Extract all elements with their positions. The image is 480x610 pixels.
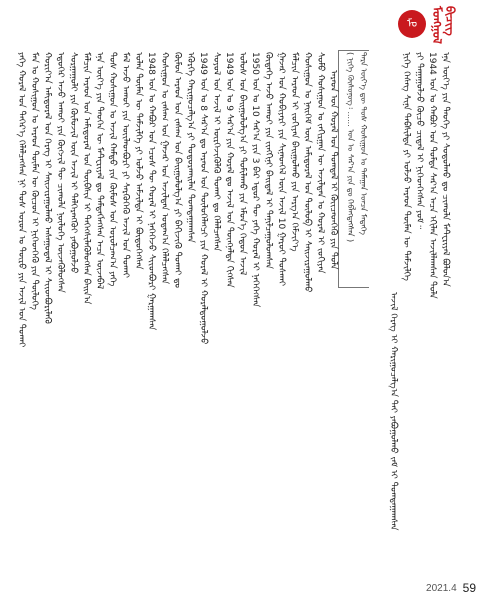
text-column: ᠡᠨᠡ ᠦᠶ᠎ᠡ ᠶᠢᠨ ᠲᠡᠦᠬᠡ ᠶᠢ ᠰᠤᠳᠤᠯᠬᠤ ᠳᠤ ᠴᠢᠬᠤᠯᠠ ᠮᠠᠲ᠋ᠧᠷᠢᠶᠠᠯ ᠪᠣᠯᠤᠨ᠎ᠠ xyxy=(440,52,450,287)
text-column: ᠭᠠᠵᠠᠷ ᠤᠨ ᠬᠤᠪᠢᠶᠠᠷᠢ ᠶᠢᠨ ᠰᠢᠨᠡᠳᠬᠡᠯ ᠦᠨ ᠠᠵᠢᠯ 10 ᠭᠠᠷᠤᠢ ᠲᠤᠰᠬᠠᠢ xyxy=(276,52,286,287)
text-column: ᠮᠠᠯᠴᠢᠨ ᠠᠷᠠᠳ ᠢ ᠵᠣᠬᠢᠶᠠᠨ ᠪᠠᠢᠭᠤᠯᠬᠤ ᠶᠢᠨ ᠠᠷᠭ᠎ᠠ ᠬᠡᠮᠵᠢᠶ᠎ᠡ xyxy=(289,52,299,252)
text-column: ᠡᠳ᠋ᠦᠭᠡᠷ ᠠᠵᠤ ᠠᠬᠤᠢ ᠶᠢᠨ ᠬᠥᠭᠵᠢᠯ ᠲᠦ ᠴᠢᠬᠤᠯᠠ ᠨᠥᠯᠥᠭᠡ ᠦᠵᠡᠭᠦᠯᠦᠭᠰᠡᠨ xyxy=(55,52,65,293)
text-column: ᠡᠨᠡ ᠦᠶ᠎ᠡ ᠶᠢᠨ ᠲᠡᠦᠬᠡᠨ ᠦ ᠮᠠᠲ᠋ᠧᠷᠢᠶᠠᠯ ᠳᠤ ᠲᠡᠮᠳᠡᠭᠯᠡᠭᠰᠡᠨ ᠠᠴᠠ ᠦᠵᠡᠪᠡᠯ xyxy=(94,52,104,290)
text-column: 1944 ᠣᠨ ᠤ ᠬᠠᠪᠤᠷ ᠤᠨ ᠳᠤᠮᠳᠠ ᠰᠠᠷ᠎ᠠ ᠠᠴᠠ ᠡᠬᠢᠯᠡᠨ ᠠᠵᠢᠯᠯᠠᠭᠰᠠᠨ ᠲᠤᠯᠠ xyxy=(427,52,437,299)
text-column: ᠰᠣᠶᠣᠯ ᠤᠨ ᠠᠵᠢᠯ ᠢ ᠥᠷᠭᠡᠵᠢᠭᠦᠯᠬᠦ ᠲᠤᠬᠠᠢ ᠳᠤ ᠬᠡᠯᠡᠯᠴᠡᠭᠰᠡᠨ xyxy=(211,52,221,252)
text-column: 1950 ᠣᠨ ᠤ 10 ᠰᠠᠷ᠎ᠠ ᠶᠢᠨ 3 ᠪᠡᠷ ᠡᠳᠦᠷ ᠲᠦ ᠶᠡᠬᠡ ᠬᠤᠷᠠᠯ ᠢ ᠨᠡᠭᠡᠭᠡᠭᠰᠡᠨ xyxy=(250,52,260,308)
text-column: ᠬᠥᠳᠡᠭᠡ ᠠᠵᠤ ᠠᠬᠤᠢ ᠶᠢᠨ ᠵᠢᠩᠬᠢᠨᠢ ᠪᠠᠢᠳᠠᠯ ᠢ ᠲᠠᠨᠢᠯᠴᠠᠭᠤᠯᠤᠭᠰᠠᠨ xyxy=(263,52,273,269)
text-column: ᠨᠢᠭᠡ ᠬᠡᠰᠡᠭ ᠰᠢᠨᠡ ᠳᠡᠪᠰᠢᠯᠲᠡ ᠶᠢ ᠣᠯᠵᠤ ᠠᠷᠠᠳ ᠲᠦᠮᠡᠨ ᠦ ᠳᠡᠮᠵᠢᠯᠭᠡ xyxy=(401,52,411,281)
text-column: ᠬᠦᠮᠦᠨ ᠠᠷᠠᠳ ᠤᠨ ᠵᠠᠰᠠᠭ ᠤᠨ ᠪᠠᠢᠭᠤᠯᠤᠯᠭ᠎ᠠ ᠶᠢ ᠪᠡᠬᠢᠵᠢᠬᠦ ᠲᠤᠬᠠᠢ ᠳᠤ xyxy=(172,52,182,288)
text-column: ᠶᠢ ᠳᠠᠭᠠᠭᠤᠯᠵᠤ ᠬᠦᠴᠦ ᠴᠢᠳᠠᠯ ᠢ ᠨᠢᠭᠡᠳᠬᠡᠭᠰᠡᠨ ᠶᠤᠮ᠃ xyxy=(414,52,424,229)
text-column: ᠤᠯᠤᠰ ᠤᠨ ᠪᠠᠢᠭᠤᠯᠤᠯᠭ᠎ᠠ ᠶᠢ ᠲᠤᠮᠢᠯᠠᠬᠤ ᠶᠢᠨ ᠡᠮᠦᠨ᠎ᠡ ᠬᠡᠳᠦᠨ ᠠᠵᠢᠯ xyxy=(237,52,247,276)
text-column: ᠰᠤᠮᠤ ᠬᠣᠰᠢᠭᠤᠨ ᠤ ᠵᠠᠬᠢᠷᠭᠠᠨ ᠦ ᠠᠵᠢᠯᠲᠠᠨ ᠤ ᠬᠤᠷᠠᠯ ᠢ ᠵᠣᠬᠢᠶᠠᠨ xyxy=(315,52,325,274)
text-column: ᠶᠡᠬᠡ ᠬᠤᠷᠠᠯ ᠤᠨ ᠳᠡᠭᠡᠷ᠎ᠡ ᠬᠡᠯᠡᠯᠴᠡᠭᠰᠡᠨ ᠨᠢ ᠲᠤᠰ ᠣᠷᠣᠨ ᠤ ᠲᠦᠷᠦ ᠶᠢᠨ ᠠᠵᠢᠯ ᠤᠨ ᠲᠤᠬᠠᠢ xyxy=(16,52,26,348)
note-line: ( ᠨᠢᠭᠡ ᠬᠦᠰᠦᠨᠦᠭ᠄ ...... ᠣᠨ ᠤ ᠰᠠᠷ᠎ᠠ ᠶᠢᠨ ᠳᠤ ᠬᠡᠪᠯᠡᠭᠳᠡᠭᠰᠡᠨ ) xyxy=(346,52,355,243)
text-column: ᠠᠵᠢᠯ ᠬᠡᠷᠡᠭ ᠢ ᠬᠠᠷᠢᠭᠤᠴᠠᠯᠭ᠎ᠠ ᠲᠠᠢ ᠶᠠᠪᠤᠭᠤᠯᠬᠤ ᠵᠠᠮ ᠢ ᠲᠣᠭᠲᠠᠭᠠᠭᠰᠠᠨ xyxy=(388,292,398,531)
logo-text: ᠮᠣᠩᠭᠣᠯ ᠪᠢᠴᠢᠭ xyxy=(430,6,457,44)
text-column: ᠣᠯᠠᠨ ᠲᠥᠮᠡᠨ ᠦ ᠳᠡᠮᠵᠢᠯᠭᠡ ᠶᠢ ᠣᠯᠵᠤ ᠠᠮᠵᠢᠯᠲᠠ ᠢ ᠪᠦᠲᠦᠭᠡᠭᠰᠡᠨ xyxy=(133,52,143,270)
text-column: 1949 ᠣᠨ ᠤ 9 ᠰᠠᠷ᠎ᠠ ᠶᠢᠨ ᠬᠤᠷᠠᠯ ᠳᠤ ᠠᠵᠢᠯ ᠤᠨ ᠳᠦᠩᠨᠡᠯᠲᠡ ᠬᠢᠭᠰᠡᠨ xyxy=(224,52,234,288)
text-column: ᠡᠭᠦᠷᠭᠡ ᠬᠠᠷᠢᠭᠤᠴᠠᠯᠭ᠎ᠠ ᠶᠢ ᠲᠣᠳᠤᠷᠬᠠᠢᠯᠠᠨ ᠲᠣᠭᠲᠠᠭᠠᠭᠰᠠᠨ xyxy=(185,52,195,243)
text-column: 1948 ᠣᠨ ᠤ ᠬᠠᠪᠤᠷ ᠤᠨ ᠡᠴᠦᠰ ᠲᠦ ᠬᠤᠷᠠᠯ ᠢ ᠨᠡᠭᠡᠭᠡᠵᠦ ᠰᠢᠢᠳᠪᠦᠷᠢ ᠭᠠᠷᠭᠠᠭᠰᠠᠨ xyxy=(146,52,156,331)
page-footer xyxy=(390,580,476,596)
page-number: 59 xyxy=(462,581,476,595)
issue-number: 2021.4 xyxy=(426,582,457,594)
text-column: 1949 ᠣᠨ ᠤ 8 ᠰᠠᠷ᠎ᠠ ᠳᠤ ᠠᠷᠠᠳ ᠤᠨ ᠲᠥᠯᠥᠭᠡᠯᠡᠭᠴᠢ ᠶᠢᠨ ᠬᠤᠷᠠᠯ ᠢ ᠬᠤᠷᠠᠯᠳᠤᠭᠤᠯᠵᠤ xyxy=(198,52,208,345)
text-column: ᠬᠣᠰᠢᠭᠤᠨ ᠤ ᠨᠡᠢᠭᠡᠮ ᠦᠨ ᠠᠮᠢᠳᠤᠷᠠᠯ ᠤᠨ ᠲᠥᠯᠥᠪ ᠢ ᠰᠠᠢᠵᠢᠷᠠᠭᠤᠯᠬᠤ xyxy=(302,52,312,293)
text-column: ᠮᠠᠨ ᠤ ᠬᠣᠰᠢᠭᠤᠨ ᠤ ᠠᠷᠠᠳ ᠲᠦᠮᠡᠨ ᠦ ᠬᠦᠴᠦᠨ ᠢ ᠨᠢᠭᠡᠳᠬᠡᠬᠦ ᠶᠢᠨ ᠲᠥᠯᠥᠭᠡ xyxy=(29,52,39,310)
journal-logo xyxy=(398,4,476,50)
text-column: ᠮᠠᠯᠴᠢᠨ ᠠᠷᠠᠳ ᠤᠨ ᠠᠮᠢᠳᠤᠷᠠᠯ ᠤᠨ ᠲᠥᠪᠰᠢᠨ ᠢ ᠳᠡᠭᠡᠭᠰᠢᠯᠡᠭᠦᠯᠦᠭᠰᠡᠨ ᠪᠠᠢᠨ᠎ᠠ xyxy=(81,52,91,305)
vertical-text-body xyxy=(14,52,462,572)
text-column: ᠮᠠᠯ ᠠᠵᠤ ᠠᠬᠤᠢ ᠶᠢᠨ ᠦᠢᠯᠡᠳᠪᠦᠷᠢ ᠶᠢ ᠰᠡᠷᠭᠦᠭᠡᠬᠦ ᠠᠵᠢᠯ ᠤᠨ ᠲᠤᠬᠠᠢ xyxy=(120,52,130,278)
text-column: ᠬᠣᠰᠢᠭᠤᠨ ᠤ ᠵᠠᠰᠠᠭ ᠤᠨ ᠭᠠᠵᠠᠷ ᠤᠨ ᠠᠵᠢᠯᠲᠠᠨ ᠤᠳᠠᠭ᠎ᠠ ᠬᠡᠯᠡᠯᠴᠡᠭᠰᠡᠨ xyxy=(159,52,169,285)
text-column: ᠬᠣᠷᠢᠶ᠎ᠠ ᠠᠮᠢᠳᠤᠷᠠᠯ ᠤᠨ ᠬᠡᠷᠡᠭ ᠢ ᠰᠠᠢᠵᠢᠷᠠᠭᠤᠯᠬᠤ ᠠᠰᠠᠭᠤᠳᠠᠯ ᠢ ᠰᠢᠢᠳᠪᠦᠷᠢᠯᠡᠬᠦ xyxy=(42,52,52,324)
text-column: ᠠᠷᠠᠳ ᠤᠨ ᠬᠤᠷᠠᠯ ᠤᠨ ᠲᠣᠭᠲᠠᠯ ᠢ ᠭᠦᠢᠴᠡᠳᠬᠡᠬᠦ ᠶᠢᠨ ᠲᠤᠯᠠ xyxy=(328,70,338,270)
logo-badge-icon: ᠮᠣ xyxy=(398,10,426,38)
text-column: ᠲᠤᠰ ᠬᠣᠰᠢᠭᠤᠨ ᠤ ᠠᠵᠢᠯ ᠬᠠᠮᠲᠤ ᠶᠢᠨ ᠬᠦᠮᠦᠰ ᠤᠨ ᠣᠷᠤᠯᠴᠠᠭ᠎ᠠ ᠶᠡᠬᠡ xyxy=(107,52,117,287)
note-line: ᠲᠡᠷᠡ ᠦᠶ᠎ᠡ ᠳᠦ ᠲᠤᠰ ᠬᠣᠰᠢᠭᠤᠨ ᠤ ᠲᠠᠮᠠᠭᠠᠨ ᠣᠨᠴᠠ ᠮᠡᠳᠡᠭᠡ xyxy=(359,52,368,235)
text-column: ᠰᠤᠷᠭᠠᠭᠤᠯᠢ ᠶᠢᠨ ᠬᠦᠮᠦᠵᠢᠯ ᠦᠨ ᠠᠵᠢᠯ ᠢ ᠳᠡᠯᠭᠡᠷᠡᠩᠭᠦᠢ ᠶᠠᠪᠤᠭᠤᠯᠵᠤ xyxy=(68,52,78,274)
